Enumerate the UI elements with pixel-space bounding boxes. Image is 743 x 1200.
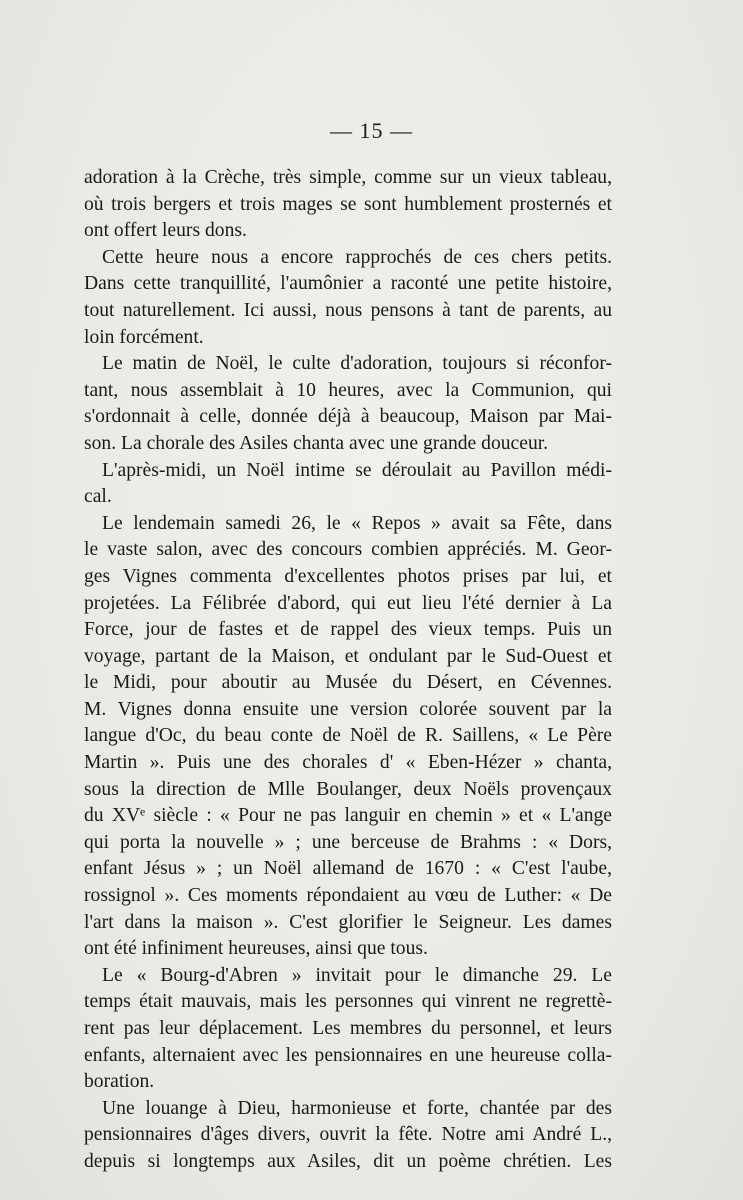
text-line: cal. [84, 486, 112, 508]
text-line: boration. [84, 1071, 155, 1093]
text-line: rent pas leur déplacement. Les membres du personnel, et leurs [84, 1018, 612, 1039]
text-line: Dans cette tranquillité, l'aumônier a raconté une petite histoire, [84, 273, 612, 295]
body-text [84, 165, 612, 1176]
text-line: Le « Bourg-d'Abren » invitait pour le dimanche 29. Le [102, 964, 612, 986]
text-line: Le lendemain samedi 26, le « Repos » avait sa Fête, dans [102, 512, 612, 534]
text-line: M. Vignes donna ensuite une version colorée souvent par la [84, 698, 612, 720]
text-line: pensionnaires d'âges divers, ouvrit la fête. Notre ami André L., [84, 1124, 612, 1146]
text-line: Force, jour de fastes et de rappel des vieux temps. Puis un [84, 619, 612, 641]
text-line: le Midi, pour aboutir au Musée du Désert, en Cévennes. [84, 672, 612, 694]
text-line: du XVᵉ siècle : « Pour ne pas languir en chemin » et « L'ange [84, 805, 612, 827]
text-line: Une louange à Dieu, harmonieuse et forte, chantée par des [102, 1097, 612, 1119]
text-line: Martin ». Puis une des chorales d' « Eben-Hézer » chanta, [84, 752, 612, 774]
text-line: rossignol ». Ces moments répondaient au vœu de Luther: « De [84, 885, 612, 907]
text-line: son. La chorale des Asiles chanta avec une grande douceur. [84, 432, 549, 454]
text-line: enfant Jésus » ; un Noël allemand de 1670 : « C'est l'aube, [84, 858, 612, 880]
text-line: L'après-midi, un Noël intime se déroulait au Pavillon médi- [102, 459, 612, 481]
text-line: où trois bergers et trois mages se sont humblement prosternés et [84, 193, 612, 215]
text-line: adoration à la Crèche, très simple, comme sur un vieux tableau, [84, 167, 612, 188]
text-line: temps était mauvais, mais les personnes qui vinrent ne regrettè- [84, 991, 612, 1013]
text-line: ges Vignes commenta d'excellentes photos prises par lui, et [84, 565, 612, 587]
text-line: l'art dans la maison ». C'est glorifier le Seigneur. Les dames [84, 911, 612, 933]
text-line: ont été infiniment heureuses, ainsi que tous. [84, 938, 428, 960]
text-line: loin forcément. [84, 326, 204, 348]
text-line: enfants, alternaient avec les pensionnaires en une heureuse colla- [84, 1044, 612, 1066]
page-number: — 15 — [330, 118, 413, 143]
text-line: qui porta la nouvelle » ; une berceuse de Brahms : « Dors, [84, 831, 612, 853]
text-line: Le matin de Noël, le culte d'adoration, toujours si réconfor- [102, 353, 612, 375]
text-line: ont offert leurs dons. [84, 220, 247, 242]
text-line: le vaste salon, avec des concours combien appréciés. M. Geor- [84, 539, 612, 561]
text-line: tant, nous assemblait à 10 heures, avec la Communion, qui [84, 379, 612, 401]
text-line: projetées. La Félibrée d'abord, qui eut lieu l'été dernier à La [84, 592, 612, 614]
text-line: depuis si longtemps aux Asiles, dit un poème chrétien. Les [84, 1150, 612, 1172]
text-line: sous la direction de Mlle Boulanger, deux Noëls provençaux [84, 778, 612, 800]
text-line: voyage, partant de la Maison, et ondulant par le Sud-Ouest et [84, 645, 612, 667]
text-line: s'ordonnait à celle, donnée déjà à beaucoup, Maison par Mai- [84, 406, 612, 428]
text-line: tout naturellement. Ici aussi, nous pensons à tant de parents, au [84, 299, 612, 321]
text-line: langue d'Oc, du beau conte de Noël de R. Saillens, « Le Père [84, 725, 612, 747]
text-line: Cette heure nous a encore rapprochés de ces chers petits. [102, 246, 612, 268]
